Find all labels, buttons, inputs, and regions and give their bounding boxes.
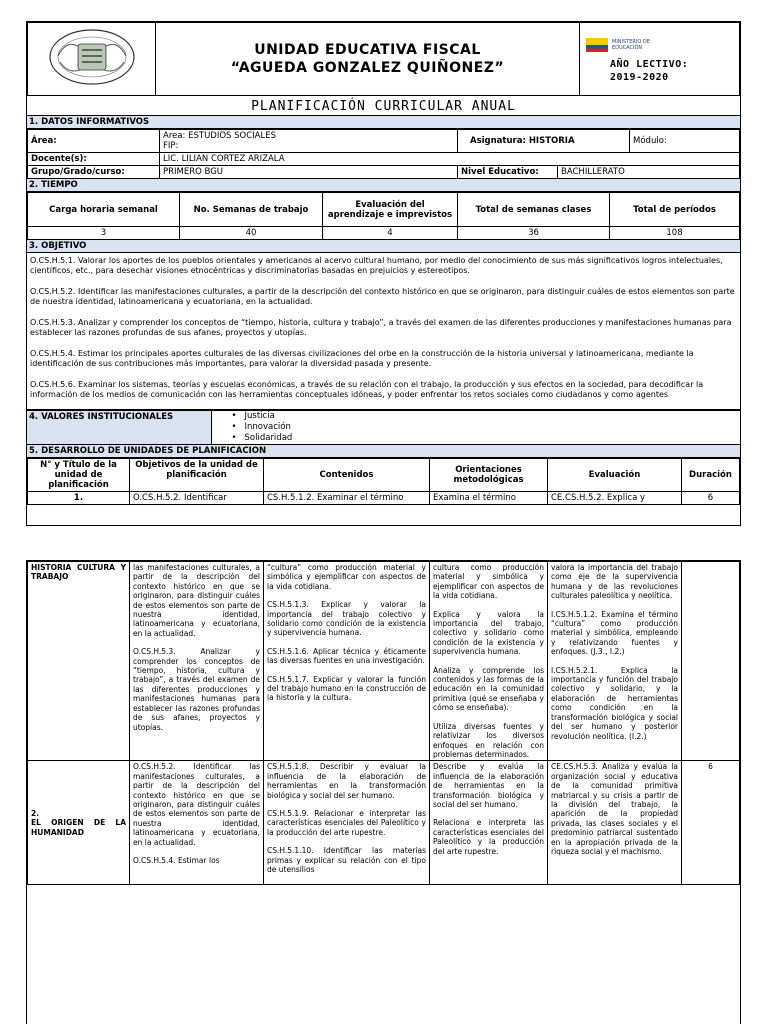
valor-item: • Justicia xyxy=(232,411,741,422)
tiempo-header-2: Evaluación del aprendizaje e imprevistos xyxy=(323,193,458,227)
unit1-evaluacion: valora la importancia del trabajo como eje de la supervivencia humana y de las revoluciones culturales paleolítica y neolítica. xyxy=(551,563,678,601)
unit2-contenido: CS.H.5.1.10. Identificar las materias primas y explicar su relación con el tipo de utensilios xyxy=(267,846,426,874)
tiempo-value-3: 36 xyxy=(458,227,610,240)
school-name-cell xyxy=(156,23,580,96)
modulo-label: Módulo: xyxy=(630,130,740,153)
school-crest-icon xyxy=(46,26,138,88)
section-objetivo-heading: 3. OBJETIVO xyxy=(27,240,740,253)
unit1-orientacion: Explica y valora la importancia del trabajo, colectivo y solidario como condición de la existencia y supervivencia humana. xyxy=(433,609,544,657)
unit1-evaluacion: I.CS.H.5.2.1. Explica la importancia y función del trabajo colectivo y solidario, y la elaboración de herramientas como condición en la transformación biológica y social del ser humano y posterior revolución neolítica. (I.2.) xyxy=(551,665,678,741)
tiempo-value-0: 3 xyxy=(28,227,180,240)
datos-table xyxy=(27,129,740,179)
school-year-value: 2019-2020 xyxy=(610,72,669,83)
nivel-value: BACHILLERATO xyxy=(558,166,740,179)
document-title: PLANIFICACIÓN CURRICULAR ANUAL xyxy=(27,96,740,116)
desarrollo-table xyxy=(27,458,740,505)
objetivo-item: O.CS.H.5.6. Examinar los sistemas, teorías y escuelas económicas, a través de su relación con el trabajo, la producción y sus efectos en la sociedad, para decodificar la información de los medios de comunicación con las herramientas conceptuales idóneas, y poder enfrentar los retos sociales como ciudadanos y como agentes xyxy=(30,380,704,399)
desarrollo-header-3: Orientaciones metodológicas xyxy=(430,459,548,492)
unit1-orientacion: Utiliza diversas fuentes y relativizar los diversos enfoques en relación con problemas determinados. xyxy=(433,721,544,759)
tiempo-header-1: No. Semanas de trabajo xyxy=(180,193,323,227)
objetivo-item: O.CS.H.5.2. Identificar las manifestaciones culturales, a partir de la descripción del contexto histórico en que se originaron, para distinguir cuáles de estos elementos son parte de nuestra identidad, latinoamericana y ecuatoriana, en la actualidad. xyxy=(30,287,735,306)
school-name-line2: “AGUEDA GONZALEZ QUIÑONEZ” xyxy=(230,60,505,76)
objetivo-item: O.CS.H.5.3. Analizar y comprender los conceptos de “tiempo, historia, cultura y trabajo”, a través del examen de las diferentes producciones y manifestaciones humanas para establecer las razones profundas de sus afanes, proyectos y utopías. xyxy=(30,318,732,337)
tiempo-value-1: 40 xyxy=(180,227,323,240)
unit2-evaluacion: CE.CS.H.5.3. Analiza y evalúa la organización social y educativa de la comunidad primitiva matriarcal y su crisis a partir de la división del trabajo, la aparición de la propiedad privada, las clases sociales y el predominio patriarcal sustentado en la apropiación privada de la riqueza social y el machismo. xyxy=(551,762,678,856)
fip-value: FIP: xyxy=(163,141,179,151)
objetivo-item: O.CS.H.5.4. Estimar los principales aportes culturales de las diversas civilizaciones del orbe en la construcción de la historia universal y latinoamericana, mediante la identificación de sus contribuciones más importantes, para valorar la diversidad pasada y presente. xyxy=(30,349,694,368)
valor-item: • Innovación xyxy=(232,422,741,433)
unidades-table xyxy=(27,561,740,885)
desarrollo-row1-cell: 1. xyxy=(28,492,130,505)
tiempo-table xyxy=(27,192,740,240)
unit1-contenido: CS.H.5.1.7. Explicar y valorar la función del trabajo humano en la construcción de la historia y la cultura. xyxy=(267,674,426,703)
unit2-orientacion: Relaciona e interpreta las características esenciales del Paleolítico y la producción del arte rupestre. xyxy=(433,818,544,856)
unit2-contenido: CS.H.5.1.8. Describir y evaluar la influencia de la elaboración de herramientas en la transformación biológica y social del ser humano. xyxy=(267,762,426,800)
unit1-orientacion: Analiza y comprende los contenidos y las formas de la educación en la comunidad primitiva (qué se enseñaba y cómo se enseñaba). xyxy=(433,665,544,713)
area-value: Area: ESTUDIOS SOCIALES xyxy=(163,131,276,141)
desarrollo-row1-cell: CS.H.5.1.2. Examinar el término xyxy=(264,492,430,505)
unit1-orientacion: cultura como producción material y simbólica y ejemplificar con aspectos de la vida cotidiana. xyxy=(433,563,544,601)
unit1-objetivo: las manifestaciones culturales, a partir de la descripción del contexto histórico en que se originaron, para distinguir cuáles de estos elementos son parte de nuestra identidad, latinoamericana y ecuatoriana, en la actualidad. xyxy=(133,563,260,638)
unit2-title: EL ORIGEN DE LA HUMANIDAD xyxy=(31,818,126,837)
unit2-objetivo: O.CS.H.5.4. Estimar los xyxy=(133,855,220,865)
school-year-label: AÑO LECTIVO: xyxy=(610,59,689,70)
planning-page-1 xyxy=(26,21,741,526)
unit1-contenido: “cultura” como producción material y simbólica y ejemplificar con aspectos de la vida cotidiana. xyxy=(267,563,426,591)
tiempo-value-4: 108 xyxy=(610,227,740,240)
objetivo-item: O.CS.H.5.1. Valorar los aportes de los pueblos orientales y americanos al acervo cultural humano, por medio del conocimiento de sus más significativos logros intelectuales, científicos, etc., para desechar visiones etnocéntricas y discriminatorias basadas en prejuicios y estereotipos. xyxy=(30,256,723,275)
ecuador-flag-icon xyxy=(586,38,608,52)
section-tiempo-heading: 2. TIEMPO xyxy=(27,179,740,192)
desarrollo-header-1: Objetivos de la unidad de planificación xyxy=(130,459,264,492)
unit1-contenido: CS.H.5.1.3. Explicar y valorar la importancia del trabajo colectivo y solidario como condición de la existencia y supervivencia humana. xyxy=(267,600,426,638)
desarrollo-header-2: Contenidos xyxy=(264,459,430,492)
docente-label: Docente(s): xyxy=(28,153,160,166)
section-desarrollo-heading: 5. DESARROLLO DE UNIDADES DE PLANIFICACION xyxy=(27,445,740,458)
school-logo-cell xyxy=(28,23,156,96)
unit2-objetivo: O.CS.H.5.2. Identificar las manifestaciones culturales, a partir de la descripción del contexto histórico en que se originaron, para distinguir cuáles de estos elementos son parte de nuestra identidad, latinoamericana y ecuatoriana, en la actualidad. xyxy=(133,762,260,847)
unit1-objetivo: O.CS.H.5.3. Analizar y comprender los conceptos de “tiempo, historia, cultura y trabajo”, a través del examen de las diferentes producciones y manifestaciones humanas para establecer las razones profundas de sus afanes, proyectos y utopías. xyxy=(133,647,260,732)
tiempo-header-4: Total de períodos xyxy=(610,193,740,227)
valores-table xyxy=(27,410,740,445)
desarrollo-row1-cell: 6 xyxy=(682,492,740,505)
desarrollo-row1-cell: O.CS.H.5.2. Identificar xyxy=(130,492,264,505)
tiempo-header-3: Total de semanas clases xyxy=(458,193,610,227)
desarrollo-row1-cell: Examina el término xyxy=(430,492,548,505)
school-name-line1: UNIDAD EDUCATIVA FISCAL xyxy=(254,42,481,58)
section-datos-heading: 1. DATOS INFORMATIVOS xyxy=(27,116,740,129)
header-table xyxy=(27,22,740,96)
ministry-line2: EDUCACIÓN xyxy=(612,45,643,51)
desarrollo-header-0: N° y Título de la unidad de planificación xyxy=(28,459,130,492)
grupo-value: PRIMERO BGU xyxy=(160,166,458,179)
unit1-evaluacion: I.CS.H.5.1.2. Examina el término “cultura” como producción material y simbólica, empleando y relativizando fuentes y enfoques. (J.3., I.2.) xyxy=(551,609,678,657)
desarrollo-header-5: Duración xyxy=(682,459,740,492)
unit1-title: HISTORIA CULTURA Y TRABAJO xyxy=(28,562,130,761)
ministry-line1: MINISTERIO DE xyxy=(612,39,650,45)
nivel-label: Nivel Educativo: xyxy=(458,166,558,179)
unit2-orientacion: Describe y evalúa la influencia de la elaboración de herramientas en la transformación biológica y social del ser humano. xyxy=(433,762,544,809)
desarrollo-row1-cell: CE.CS.H.5.2. Explica y xyxy=(548,492,682,505)
valores-list xyxy=(212,411,741,444)
area-label: Área: xyxy=(28,130,160,153)
unit2-number: 2. xyxy=(31,808,40,818)
planning-page-2 xyxy=(26,560,741,1024)
ministry-logo xyxy=(586,38,739,52)
section-valores-heading: 4. VALORES INSTITUCIONALES xyxy=(27,411,211,445)
asignatura-value: Asignatura: HISTORIA xyxy=(458,130,630,153)
unit2-contenido: CS.H.5.1.9. Relacionar e interpretar las características esenciales del Paleolítico y la producción del arte rupestre. xyxy=(267,808,426,837)
unit2-duracion: 6 xyxy=(682,761,740,885)
docente-value: LIC. LILIAN CORTEZ ARIZALA xyxy=(160,153,740,166)
objetivo-list xyxy=(27,253,740,410)
desarrollo-header-4: Evaluación xyxy=(548,459,682,492)
valor-item: • Solidaridad xyxy=(232,433,741,444)
tiempo-header-0: Carga horaria semanal xyxy=(28,193,180,227)
grupo-label: Grupo/Grado/curso: xyxy=(28,166,160,179)
ministry-cell xyxy=(580,23,740,96)
unit1-contenido: CS.H.5.1.6. Aplicar técnica y éticamente las diversas fuentes en una investigación. xyxy=(267,646,426,666)
tiempo-value-2: 4 xyxy=(323,227,458,240)
